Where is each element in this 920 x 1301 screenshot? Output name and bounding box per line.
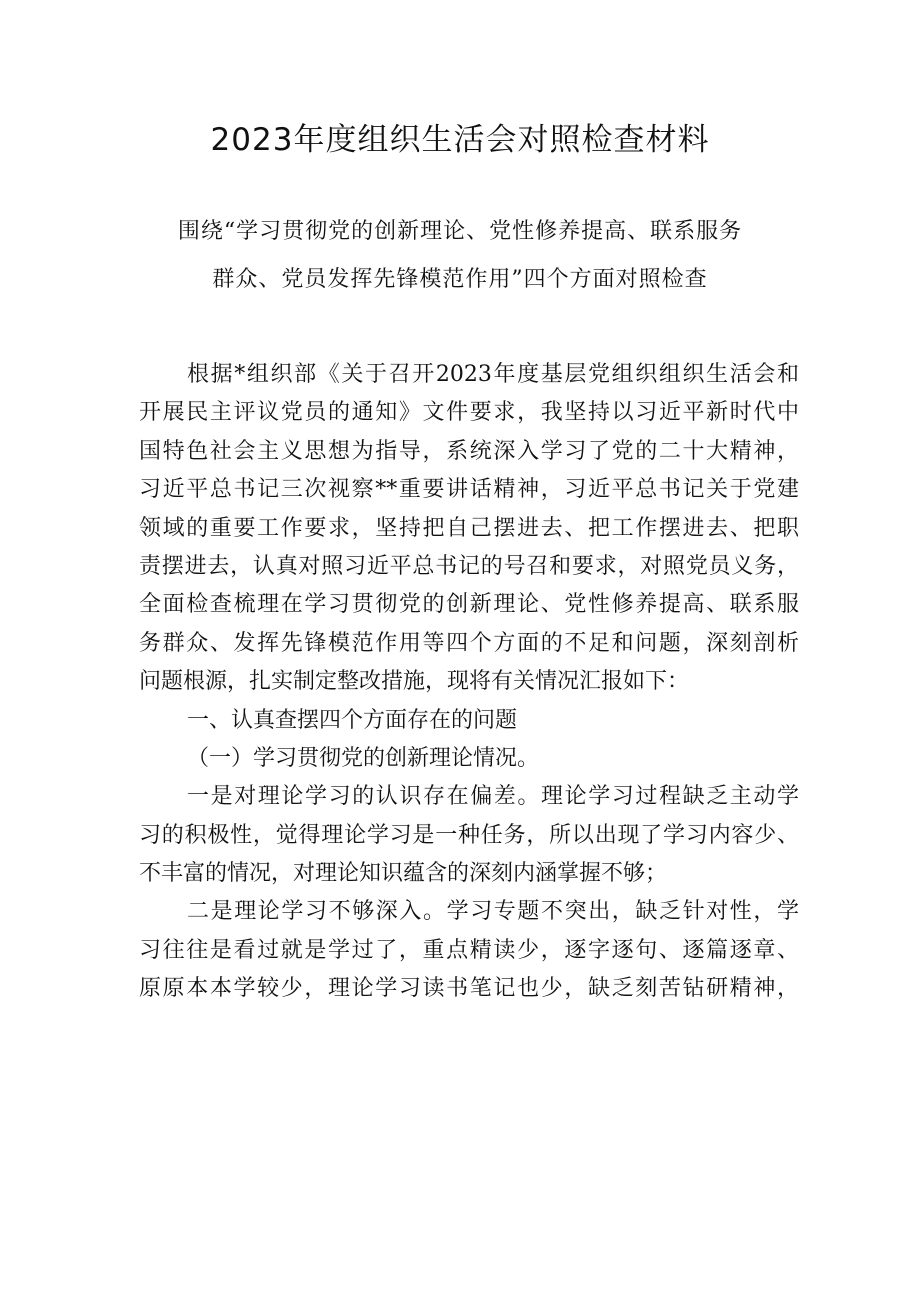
- body-line: 开展民主评议党员的通知》文件要求，我坚持以习近平新时代中: [139, 400, 799, 426]
- section-heading: 一、认真查摆四个方面存在的问题: [187, 707, 518, 733]
- body-line: 习的积极性，觉得理论学习是一种任务，所以出现了学习内容少、: [139, 822, 799, 848]
- body-line: 全面检查梳理在学习贯彻党的创新理论、党性修养提高、联系服: [139, 592, 799, 618]
- body-line: 国特色社会主义思想为指导，系统深入学习了党的二十大精神，: [139, 438, 799, 464]
- body-line: 不丰富的情况，对理论知识蕴含的深刻内涵掌握不够；: [139, 861, 668, 887]
- subsection-heading: （一）学习贯彻党的创新理论情况。: [187, 745, 540, 771]
- body-line: 领域的重要工作要求，坚持把自己摆进去、把工作摆进去、把职: [139, 515, 799, 541]
- document-body: [139, 356, 799, 1009]
- document-subtitle-line-2: 群众、党员发挥先锋模范作用”四个方面对照检查: [212, 267, 708, 292]
- body-line: 根据*组织部《关于召开2023年度基层党组织组织生活会和: [187, 362, 799, 387]
- body-line: 责摆进去，认真对照习近平总书记的号召和要求，对照党员义务，: [139, 553, 799, 579]
- document-title: 2023年度组织生活会对照检查材料: [210, 122, 710, 158]
- body-line: 习往往是看过就是学过了，重点精读少，逐字逐句、逐篇逐章、: [139, 937, 799, 963]
- body-line: 务群众、发挥先锋模范作用等四个方面的不足和问题，深刻剖析: [139, 630, 799, 656]
- body-line: 原原本本学较少，理论学习读书笔记也少，缺乏刻苦钻研精神，: [139, 976, 799, 1002]
- body-line: 二是理论学习不够深入。学习专题不突出，缺乏针对性，学: [187, 899, 799, 925]
- document-subtitle-line-1: 围绕“学习贯彻党的创新理论、党性修养提高、联系服务: [177, 219, 743, 244]
- body-line: 习近平总书记三次视察**重要讲话精神，习近平总书记关于党建: [139, 477, 799, 503]
- body-line: 一是对理论学习的认识存在偏差。理论学习过程缺乏主动学: [187, 784, 799, 810]
- body-line: 问题根源，扎实制定整改措施，现将有关情况汇报如下：: [139, 669, 690, 695]
